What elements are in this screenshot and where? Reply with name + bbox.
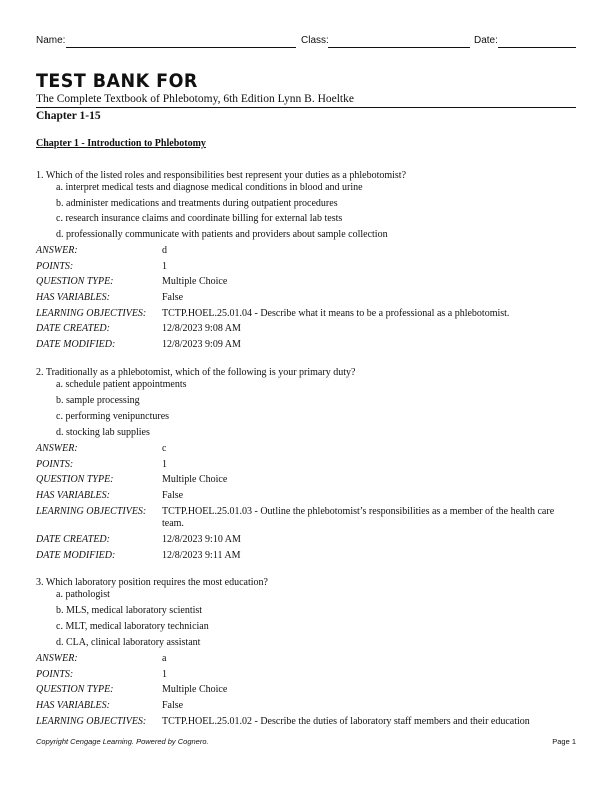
- question-stem: 3. Which laboratory position requires the most education?: [36, 577, 268, 588]
- date-modified-value: 12/8/2023 9:11 AM: [162, 550, 241, 561]
- question-stem: 1. Which of the listed roles and responsibilities best represent your duties as a phlebotomist?: [36, 170, 407, 181]
- option-b: b. sample processing: [56, 395, 140, 406]
- answer-value: c: [162, 443, 167, 454]
- date-label: Date:: [474, 35, 498, 46]
- points-value: 1: [162, 459, 167, 470]
- class-line: [328, 47, 470, 48]
- date-modified-value: 12/8/2023 9:09 AM: [162, 339, 241, 350]
- learning-objectives-label: LEARNING OBJECTIVES:: [36, 716, 147, 727]
- page-number: Page 1: [552, 737, 576, 746]
- chapter-range: Chapter 1-15: [36, 110, 101, 122]
- date-line: [498, 47, 576, 48]
- points-label: POINTS:: [36, 669, 74, 680]
- option-d: d. stocking lab supplies: [56, 427, 150, 438]
- has-variables-value: False: [162, 490, 184, 501]
- points-label: POINTS:: [36, 261, 74, 272]
- date-modified-label: DATE MODIFIED:: [36, 339, 116, 350]
- question-1: [36, 170, 576, 350]
- page-footer: [36, 737, 576, 749]
- points-value: 1: [162, 261, 167, 272]
- has-variables-label: HAS VARIABLES:: [36, 490, 110, 501]
- learning-objectives-value: TCTP.HOEL.25.01.04 - Describe what it means to be a professional as a phlebotomist.: [162, 308, 510, 319]
- question-2: [36, 367, 576, 563]
- points-label: POINTS:: [36, 459, 74, 470]
- class-label: Class:: [301, 35, 329, 46]
- learning-objectives-label: LEARNING OBJECTIVES:: [36, 308, 147, 319]
- learning-objectives-value: TCTP.HOEL.25.01.02 - Describe the duties of laboratory staff members and their education: [162, 716, 530, 727]
- option-a: a. schedule patient appointments: [56, 379, 187, 390]
- question-3: [36, 577, 576, 727]
- points-value: 1: [162, 669, 167, 680]
- name-label: Name:: [36, 35, 66, 46]
- title-divider: [36, 107, 576, 108]
- answer-label: ANSWER:: [36, 653, 78, 664]
- date-created-value: 12/8/2023 9:08 AM: [162, 323, 241, 334]
- option-a: a. pathologist: [56, 589, 110, 600]
- question-type-label: QUESTION TYPE:: [36, 474, 114, 485]
- chapter-heading: Chapter 1 - Introduction to Phlebotomy: [36, 138, 206, 149]
- name-line: [66, 47, 296, 48]
- date-created-label: DATE CREATED:: [36, 323, 110, 334]
- has-variables-value: False: [162, 292, 184, 303]
- page-title: TEST BANK FOR: [36, 70, 198, 92]
- option-d: d. professionally communicate with patients and providers about sample collection: [56, 229, 388, 240]
- option-c: c. research insurance claims and coordinate billing for external lab tests: [56, 213, 343, 224]
- option-a: a. interpret medical tests and diagnose medical conditions in blood and urine: [56, 182, 363, 193]
- has-variables-label: HAS VARIABLES:: [36, 292, 110, 303]
- question-stem: 2. Traditionally as a phlebotomist, which of the following is your primary duty?: [36, 367, 356, 378]
- question-type-value: Multiple Choice: [162, 474, 228, 485]
- answer-value: a: [162, 653, 167, 664]
- copyright-notice: Copyright Cengage Learning. Powered by Cognero.: [36, 737, 209, 746]
- question-type-label: QUESTION TYPE:: [36, 276, 114, 287]
- answer-label: ANSWER:: [36, 443, 78, 454]
- option-b: b. administer medications and treatments during outpatient procedures: [56, 198, 338, 209]
- question-type-value: Multiple Choice: [162, 684, 228, 695]
- has-variables-value: False: [162, 700, 184, 711]
- learning-objectives-label: LEARNING OBJECTIVES:: [36, 506, 147, 517]
- date-created-label: DATE CREATED:: [36, 534, 110, 545]
- student-info-header: [36, 35, 576, 49]
- has-variables-label: HAS VARIABLES:: [36, 700, 110, 711]
- option-c: c. MLT, medical laboratory technician: [56, 621, 209, 632]
- question-type-value: Multiple Choice: [162, 276, 228, 287]
- date-created-value: 12/8/2023 9:10 AM: [162, 534, 241, 545]
- option-d: d. CLA, clinical laboratory assistant: [56, 637, 201, 648]
- option-b: b. MLS, medical laboratory scientist: [56, 605, 203, 616]
- answer-label: ANSWER:: [36, 245, 78, 256]
- question-type-label: QUESTION TYPE:: [36, 684, 114, 695]
- learning-objectives-value: TCTP.HOEL.25.01.03 - Outline the phlebotomist’s responsibilities as a member of the health care team.: [162, 506, 555, 529]
- answer-value: d: [162, 245, 167, 256]
- date-modified-label: DATE MODIFIED:: [36, 550, 116, 561]
- option-c: c. performing venipunctures: [56, 411, 170, 422]
- book-subtitle: The Complete Textbook of Phlebotomy, 6th Edition Lynn B. Hoeltke: [36, 93, 354, 105]
